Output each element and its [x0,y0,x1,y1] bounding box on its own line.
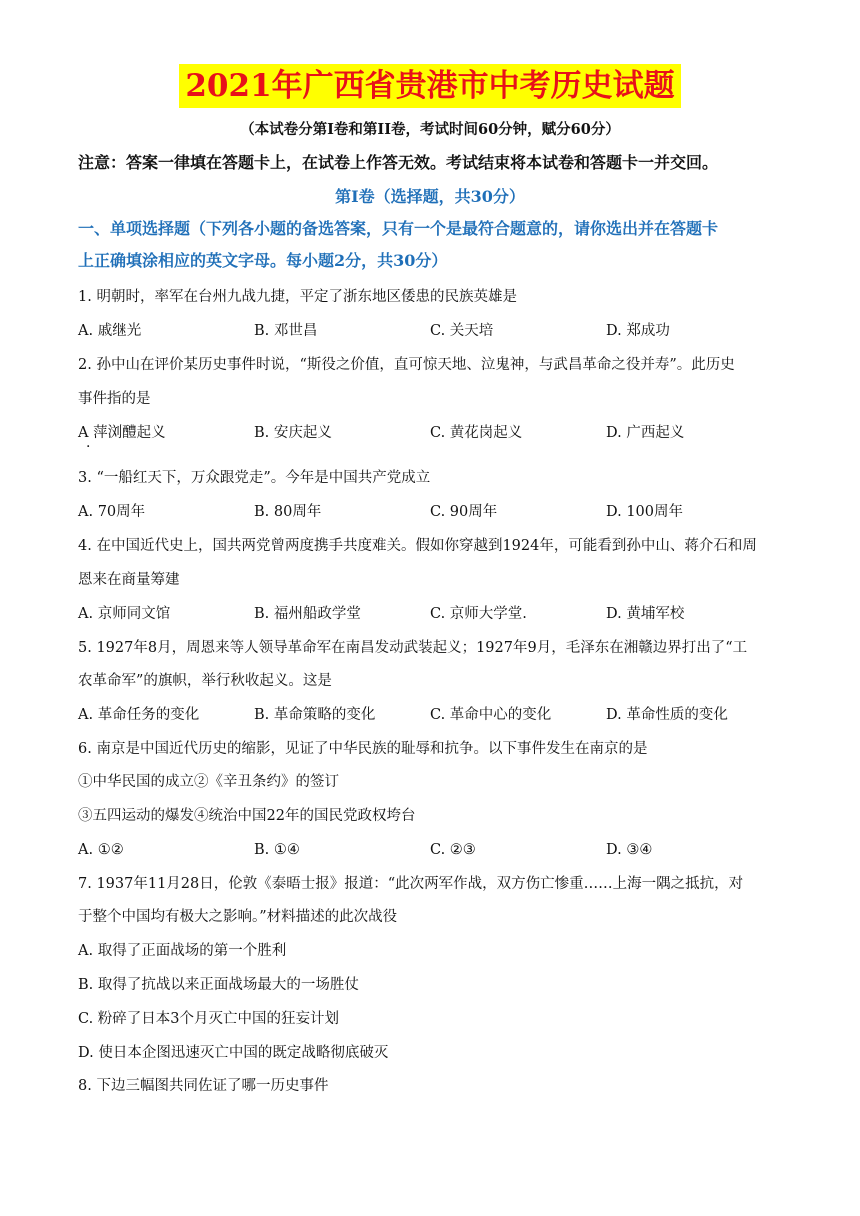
question-5-option-a: A. 革命任务的变化 [78,707,200,723]
question-3-option-a: A. 70周年 [78,504,146,520]
question-6-option-d: D. ③④ [606,842,653,858]
question-6-option-a: A. ①② [78,842,124,858]
question-4-option-c: C. 京师大学堂. [430,606,527,622]
question-2-stem-line-1: 2. 孙中山在评价某历史事件时说，“斯役之价值，直可惊天地、泣鬼神，与武昌革命之役并寿”。此历史 [78,357,735,373]
question-1-option-c: C. 关天培 [430,323,494,339]
question-5-option-c: C. 革命中心的变化 [430,707,552,723]
question-3-option-c: C. 90周年 [430,504,498,520]
question-1-option-b: B. 邓世昌 [254,323,318,339]
question-4-stem-line-1: 4. 在中国近代史上，国共两党曾两度携手共度难关。假如你穿越到1924年，可能看到孙中山、蒋介石和周 [78,538,757,554]
question-7-option-a: A. 取得了正面战场的第一个胜利 [78,943,287,959]
question-6-stem-line-3: ③五四运动的爆发④统治中国22年的国民党政权垮台 [78,808,416,824]
question-5-option-b: B. 革命策略的变化 [254,707,376,723]
question-6-stem-line-1: 6. 南京是中国近代历史的缩影，见证了中华民族的耻辱和抗争。以下事件发生在南京的是 [78,741,648,757]
question-1-stem: 1. 明朝时，率军在台州九战九捷，平定了浙东地区倭患的民族英雄是 [78,289,517,305]
question-8-stem: 8. 下边三幅图共同佐证了哪一历史事件 [78,1078,329,1094]
section-title: 第Ⅰ卷（选择题，共30分） [335,187,525,206]
question-5-stem-line-1: 5. 1927年8月，周恩来等人领导革命军在南昌发动武装起义；1927年9月，毛泽东在湘赣边界打出了“工 [78,640,748,656]
question-4-option-a: A. 京师同文馆 [78,606,171,622]
question-7-option-c: C. 粉碎了日本3个月灭亡中国的狂妄计划 [78,1011,340,1027]
question-4-option-b: B. 福州船政学堂 [254,606,361,622]
question-7-stem-line-1: 7. 1937年11月28日，伦敦《泰晤士报》报道：“此次两军作战，双方伤亡惨重……上海一隅之抵抗，对 [78,876,744,892]
question-1-option-a: A. 戚继光 [78,323,142,339]
question-7-option-d: D. 使日本企图迅速灭亡中国的既定战略彻底破灭 [78,1045,389,1061]
question-3-option-d: D. 100周年 [606,504,684,520]
question-5-option-d: D. 革命性质的变化 [606,707,728,723]
question-2-option-c: C. 黄花岗起义 [430,425,523,441]
title-block [0,64,860,108]
exam-subtitle: （本试卷分第Ⅰ卷和第II卷，考试时间60分钟，赋分60分） [240,121,620,138]
question-5-stem-line-2: 农革命军”的旗帜，举行秋收起义。这是 [78,673,332,689]
page-title: 2021年广西省贵港市中考历史试题 [179,64,680,108]
question-2-option-b: B. 安庆起义 [254,425,332,441]
question-7-option-b: B. 取得了抗战以来正面战场最大的一场胜仗 [78,977,359,993]
question-3-option-b: B. 80周年 [254,504,322,520]
question-7-stem-line-2: 于整个中国均有极大之影响。”材料描述的此次战役 [78,909,398,925]
question-6-option-b: B. ①④ [254,842,300,858]
exam-notice: 注意：答案一律填在答题卡上，在试卷上作答无效。考试结束将本试卷和答题卡一并交回。 [78,153,719,172]
question-6-stem-line-2: ①中华民国的成立②《辛丑条约》的签订 [78,774,339,790]
question-2-option-d: D. 广西起义 [606,425,685,441]
question-4-stem-line-2: 恩来在商量筹建 [78,572,180,588]
question-1-option-d: D. 郑成功 [606,323,670,339]
part-heading-line-2: 上正确填涂相应的英文字母。每小题2分，共30分） [78,251,448,270]
part-heading-line-1: 一、单项选择题（下列各小题的备选答案，只有一个是最符合题意的，请你选出并在答题卡 [78,219,719,238]
question-2-option-a: A 萍浏醴起义 [78,425,166,441]
question-6-option-c: C. ②③ [430,842,476,858]
question-2-stem-line-2: 事件指的是 [78,391,151,407]
question-3-stem: 3. “一船红天下，万众跟党走”。今年是中国共产党成立 [78,470,431,486]
question-4-option-d: D. 黄埔军校 [606,606,685,622]
stray-dot-mark: · [86,439,91,455]
